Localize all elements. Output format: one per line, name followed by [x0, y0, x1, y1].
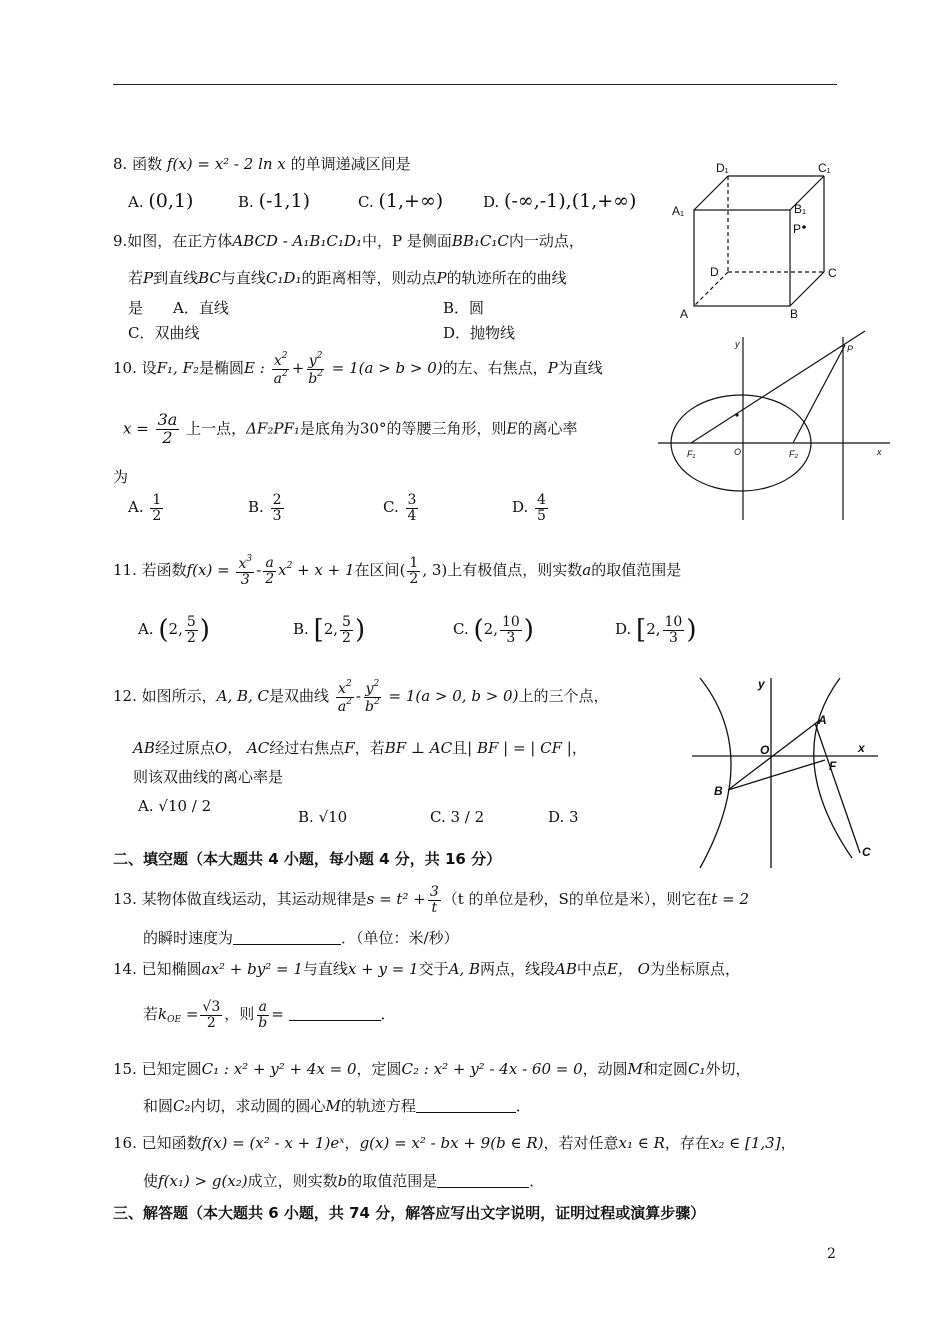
q13-line2: 的瞬时速度为 ．（单位：米/秒） — [143, 929, 459, 947]
ellipse-label-o: O — [734, 447, 742, 457]
q8-stem-pre: 8. 函数 — [113, 155, 163, 173]
q8-option-c: C. (1,+∞) — [358, 190, 444, 212]
q10-option-d: D. $\frac{4}{5}$ — [512, 492, 546, 524]
q12-option-b: B. √10 — [298, 808, 348, 826]
q8-stem — [113, 153, 411, 174]
q11-option-b: B. [2, $\frac{5}{2}$ ) — [293, 614, 366, 646]
q10-line2: x = $\frac{3a}{2}$ 上一点，ΔF₂PF₁是底角为30°的等腰三角形，则E的离心率 — [123, 410, 578, 447]
header-rule — [113, 84, 837, 85]
q8-option-a: A. (0,1) — [128, 190, 194, 212]
hyperbola-label-b: B — [714, 784, 723, 798]
cube-label-c1: C₁ — [818, 161, 831, 175]
q9-line3: 是 — [128, 299, 144, 317]
q13-line1: 13. 某物体做直线运动，其运动规律是s = t² + $\frac{3}{t}$ （t 的单位是秒，S的单位是米），则它在t = 2 — [113, 884, 750, 916]
cube-point-p — [802, 225, 806, 229]
q10-line1: 10. 设F₁, F₂是椭圆E : $\frac{x^2}{a^2}$ + $\frac{y^2}{b^2}$ = 1(a > b > 0)的左、右焦点，P为直线 — [113, 351, 603, 387]
q11-option-c: C. (2, $\frac{10}{3}$ ) — [453, 614, 534, 646]
q12-line1: 12. 如图所示，A, B, C是双曲线 $\frac{x^2}{a^2}$ - $\frac{y^2}{b^2}$ = 1(a > 0, b > 0)上的三个点， — [113, 679, 609, 715]
q10-option-a: A. $\frac{1}{2}$ — [128, 492, 162, 524]
cube-label-d: D — [710, 265, 719, 279]
hyperbola-label-o: O — [760, 743, 770, 757]
q16-answer-blank[interactable] — [437, 1173, 529, 1188]
q9-option-c: C．双曲线 — [128, 324, 200, 342]
q12-line2: AB经过原点O， AC经过右焦点F，若BF ⊥ AC且| BF | = | CF |， — [133, 739, 587, 757]
q8-expr: f(x) = x² - 2 ln x — [166, 155, 286, 173]
hyperbola-label-x: x — [858, 741, 865, 755]
q16-line1: 16. 已知函数f(x) = (x² - x + 1)eˣ，g(x) = x² - bx + 9(b ∈ R)，若对任意x₁ ∈ R，存在x₂ ∈ [1,3]， — [113, 1134, 796, 1152]
q12-line3: 则该双曲线的离心率是 — [133, 768, 284, 786]
q10-option-b: B. $\frac{2}{3}$ — [248, 492, 282, 524]
ellipse-label-f2: F₂ — [789, 449, 798, 459]
q9-line2: 若P到直线BC与直线C₁D₁的距离相等，则动点P的轨迹所在的曲线 — [128, 269, 567, 287]
q9-option-b: B．圆 — [443, 299, 485, 317]
ellipse-label-y: y — [735, 339, 740, 349]
ellipse-label-f1: F₁ — [687, 449, 696, 459]
section-solve-title: 三、解答题（本大题共 6 小题，共 74 分，解答应写出文字说明，证明过程或演算步骤） — [113, 1204, 706, 1222]
q15-answer-blank[interactable] — [416, 1098, 516, 1113]
cube-label-d1: D₁ — [716, 161, 729, 175]
cube-label-c: C — [828, 266, 837, 280]
q15-line2: 和圆C₂内切，求动圆的圆心M的轨迹方程 ． — [143, 1097, 531, 1115]
ellipse-label-p: P — [847, 344, 854, 354]
q15-line1: 15. 已知定圆C₁ : x² + y² + 4x = 0，定圆C₂ : x² + y² - 4x - 60 = 0，动圆M和定圆C₁外切， — [113, 1060, 751, 1078]
ellipse-label-x: x — [877, 447, 882, 457]
cube-label-a1: A₁ — [672, 204, 685, 218]
q14-line1: 14. 已知椭圆ax² + by² = 1与直线x + y = 1交于A, B两点，线段AB中点E， O为坐标原点， — [113, 960, 740, 978]
hyperbola-label-c: C — [862, 845, 871, 859]
q14-answer-blank[interactable] — [289, 1006, 381, 1021]
cube-label-p: P — [793, 222, 802, 236]
hyperbola-label-f: F — [829, 759, 837, 773]
q14-line2: 若$k_{OE}$ = $\frac{√3}{2}$ ，则 $\frac{a}{b}$ = ． — [143, 999, 396, 1031]
q12-option-c: C. 3 / 2 — [430, 808, 485, 826]
section-fill-in-title: 二、填空题（本大题共 4 小题，每小题 4 分，共 16 分） — [113, 850, 502, 868]
hyperbola-figure — [690, 668, 885, 873]
q8-option-d: D. (-∞,-1),(1,+∞) — [483, 190, 637, 212]
q9-option-a: A．直线 — [173, 299, 229, 317]
q10-line3: 为 — [113, 468, 129, 486]
q8-option-b: B. (-1,1) — [238, 190, 311, 212]
q12-option-d: D. 3 — [548, 808, 579, 826]
cube-label-b1: B₁ — [794, 202, 807, 216]
hyperbola-label-a: A — [818, 713, 827, 727]
q8-stem-post: 的单调递减区间是 — [290, 155, 411, 173]
q9-line1: 9.如图，在正方体ABCD - A₁B₁C₁D₁中，P 是侧面BB₁C₁C内一动点， — [113, 232, 584, 250]
q11-line: 11. 若函数f(x) = $\frac{x^3}{3}$ - $\frac{a}{2}$ $x^2 + x + 1$在区间( $\frac{1}{2}$ , 3)上有极值点，则实数a的取值范围是 — [113, 554, 682, 588]
q13-answer-blank[interactable] — [233, 930, 341, 945]
q11-option-d: D. [2, $\frac{10}{3}$ ) — [615, 614, 697, 646]
q12-option-a: A. √10 / 2 — [138, 797, 212, 815]
q11-option-a: A. (2, $\frac{5}{2}$ ) — [138, 614, 210, 646]
cube-label-b: B — [790, 307, 799, 321]
ellipse-figure — [655, 325, 895, 523]
cube-figure — [668, 155, 848, 325]
q10-option-c: C. $\frac{3}{4}$ — [383, 492, 417, 524]
q9-option-d: D．抛物线 — [443, 324, 516, 342]
page-number: 2 — [827, 1246, 836, 1262]
hyperbola-label-y: y — [758, 677, 765, 691]
q16-line2: 使f(x₁) > g(x₂)成立，则实数b的取值范围是 ． — [143, 1172, 545, 1190]
cube-label-a: A — [680, 307, 689, 321]
